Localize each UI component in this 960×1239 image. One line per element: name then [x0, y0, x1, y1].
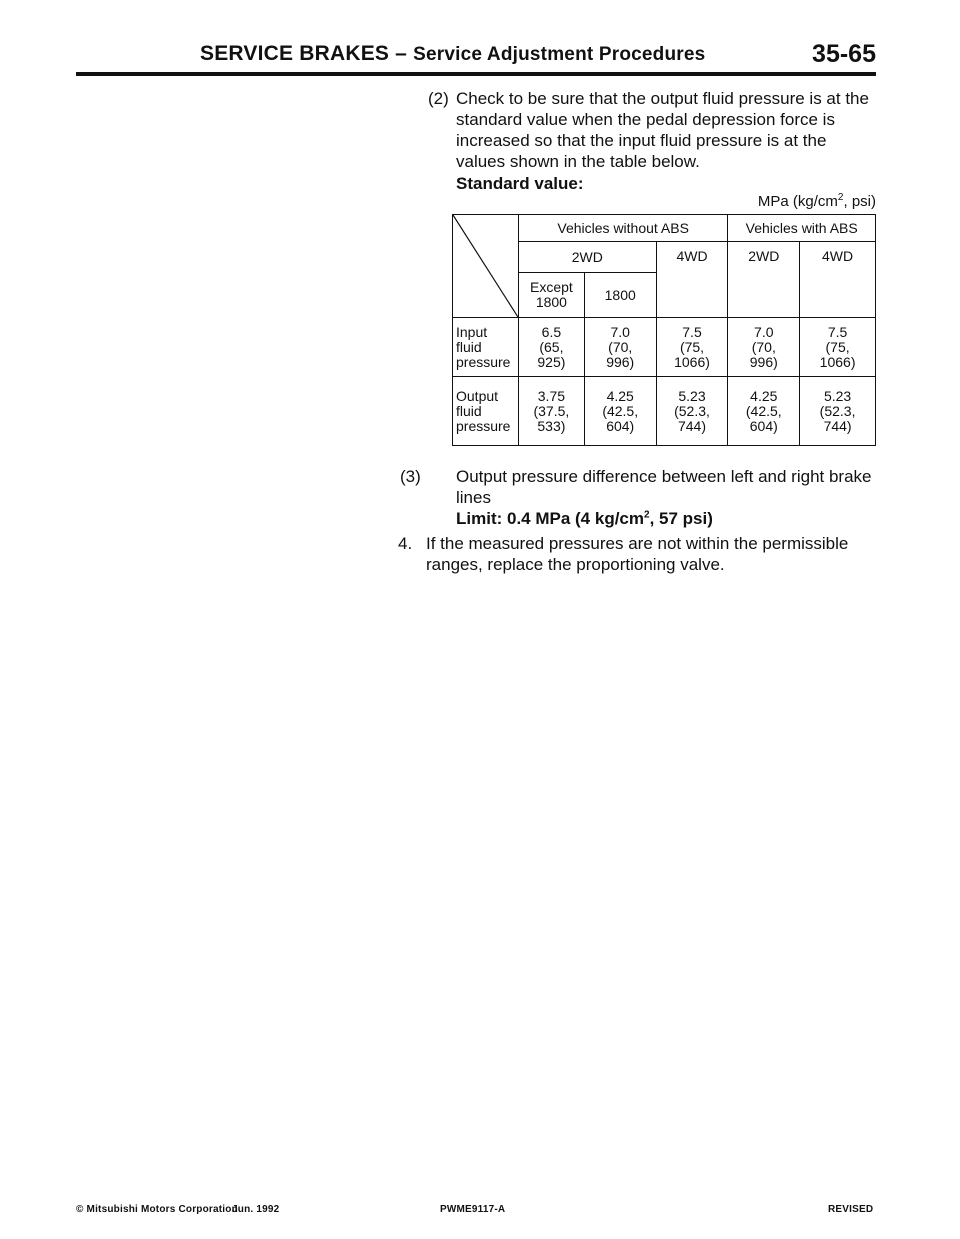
table-cell: [728, 318, 800, 377]
cell-line: 7.0: [754, 323, 774, 340]
cell-line: 1066): [674, 353, 710, 370]
input-label-line-1: Input: [456, 323, 488, 340]
header-2wd-with-abs: 2WD: [728, 242, 800, 318]
except-model-label: 1800: [535, 294, 567, 310]
cell-line: 7.5: [827, 323, 848, 340]
footer-revised: REVISED: [828, 1204, 874, 1215]
cell-line: (37.5,: [533, 402, 570, 419]
table-cell: [584, 377, 656, 446]
header-2wd-without-abs: 2WD: [518, 242, 656, 273]
step-2-number: (2): [428, 89, 449, 108]
unit-label: [758, 193, 876, 210]
footer-date: Jun. 1992: [232, 1204, 280, 1215]
cell-line: 533): [537, 417, 566, 434]
cell-line: 7.5: [682, 323, 702, 340]
row-label-input: [453, 318, 519, 377]
footer-copyright: © Mitsubishi Motors Corporation: [76, 1204, 238, 1215]
output-label-line-1: Output: [456, 387, 499, 404]
cell-line: 925): [537, 353, 566, 370]
step-4-number: 4.: [398, 534, 413, 553]
cell-line: 5.23: [678, 387, 706, 404]
standard-value-table: [452, 214, 876, 446]
except-label: Except: [529, 279, 573, 295]
cell-line: 996): [606, 353, 635, 370]
table-header-row-1: [453, 215, 876, 242]
page-title: [200, 42, 705, 66]
table-cell: [800, 318, 876, 377]
table-cell: [656, 318, 728, 377]
table-row-output: [453, 377, 876, 446]
cell-line: (42.5,: [602, 402, 639, 419]
limit-value: [456, 509, 713, 529]
cell-line: 604): [606, 417, 635, 434]
step-2-text: Check to be sure that the output fluid pressure is at the standard value when the pedal depression force is increased so that the input fluid pressure is at the values shown in the table below.: [456, 89, 869, 171]
cell-line: 4.25: [750, 387, 778, 404]
cell-line: 744): [823, 417, 852, 434]
cell-line: 7.0: [610, 323, 630, 340]
step-3-number: (3): [400, 467, 421, 486]
input-label-line-2: fluid: [456, 338, 482, 355]
output-label-line-3: pressure: [456, 417, 511, 434]
footer-code: PWME9117-A: [440, 1204, 506, 1215]
cell-line: 1066): [819, 353, 856, 370]
table-corner-cell: [453, 215, 519, 318]
header-4wd-with-abs: 4WD: [800, 242, 876, 318]
step-3-text: Output pressure difference between left and right brake lines: [456, 467, 872, 507]
step-4-text: If the measured pressures are not within the permissible ranges, replace the proportioning valve.: [426, 534, 849, 574]
output-label-line-2: fluid: [456, 402, 482, 419]
header-1800: 1800: [584, 273, 656, 318]
table-row-input: [453, 318, 876, 377]
table-cell: [584, 318, 656, 377]
cell-line: (42.5,: [745, 402, 782, 419]
table-cell: [518, 377, 584, 446]
limit-suffix: , 57 psi): [649, 509, 713, 528]
header-4wd-without-abs: 4WD: [656, 242, 728, 318]
standard-value-label: Standard value:: [456, 174, 584, 193]
table-cell: [518, 318, 584, 377]
input-label-line-3: pressure: [456, 353, 511, 370]
page-number: 35-65: [812, 40, 876, 68]
cell-line: 996): [749, 353, 778, 370]
cell-line: (52.3,: [819, 402, 856, 419]
header-without-abs: Vehicles without ABS: [518, 215, 727, 242]
cell-line: (70,: [608, 338, 633, 355]
cell-line: (52.3,: [674, 402, 710, 419]
cell-line: (70,: [751, 338, 776, 355]
header-except-1800: [518, 273, 584, 318]
unit-suffix: , psi): [843, 193, 876, 210]
page-header: [200, 42, 876, 74]
cell-line: (75,: [679, 338, 705, 355]
cell-line: (65,: [539, 338, 564, 355]
unit-superscript: 2: [837, 192, 844, 203]
cell-line: 6.5: [541, 323, 562, 340]
diagonal-line: [453, 215, 518, 317]
cell-line: 5.23: [823, 387, 852, 404]
section-title: SERVICE BRAKES: [200, 42, 390, 65]
limit-prefix: Limit: 0.4 MPa (4 kg/cm: [456, 509, 644, 528]
table-cell: [800, 377, 876, 446]
section-subtitle: Service Adjustment Procedures: [413, 44, 706, 65]
title-dash: –: [395, 42, 408, 65]
limit-superscript: 2: [644, 509, 650, 521]
table-cell: [728, 377, 800, 446]
table-cell: [656, 377, 728, 446]
cell-line: 3.75: [537, 387, 566, 404]
unit-prefix: MPa (kg/cm: [757, 193, 838, 210]
row-label-output: [453, 377, 519, 446]
cell-line: 744): [677, 417, 707, 434]
header-with-abs: Vehicles with ABS: [728, 215, 876, 242]
cell-line: (75,: [825, 338, 850, 355]
header-rule: [76, 72, 876, 76]
cell-line: 604): [749, 417, 778, 434]
cell-line: 4.25: [606, 387, 634, 404]
